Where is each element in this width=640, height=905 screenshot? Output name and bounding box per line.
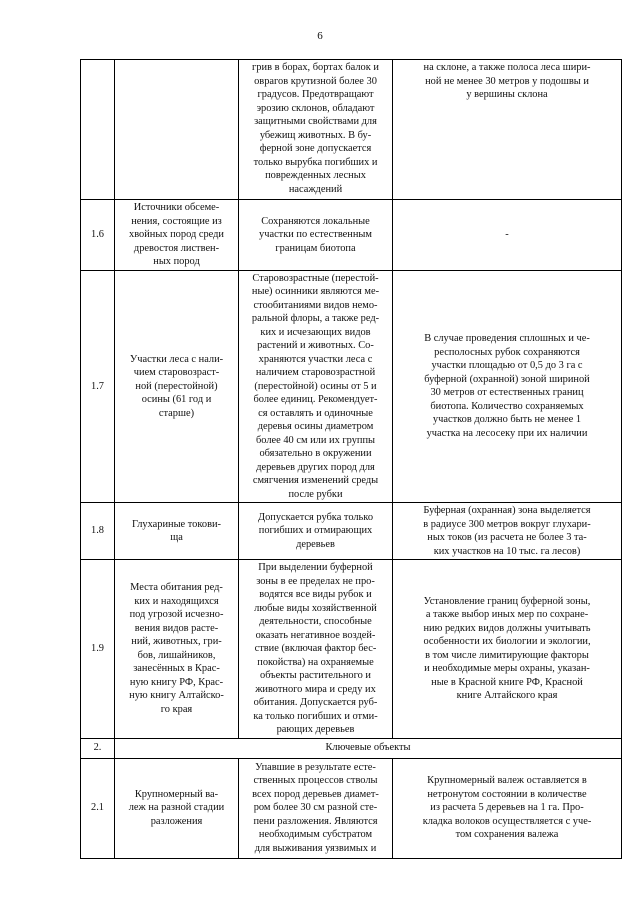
table-row <box>81 503 622 560</box>
table-row <box>81 60 622 200</box>
object-name: Крупномерный ва- леж на разной стадии разложения <box>115 758 239 858</box>
object-description: Старовозрастные (перестой- ные) осинники являются ме- стообитаниями видов немо- ральной флоры, а также ред- ких и исчезающих видов растений и животных. Со- храняются участки леса с наличием старовозрастной (перестойной) осины от 5 и более единиц. Рекомендует- ся оставлять и одиночные деревья осины диаметром более 40 см или их группы обязательно в окружении деревьев других пород для смягчения изменений среды после рубки <box>239 270 393 503</box>
row-number <box>81 60 115 200</box>
section-header-row <box>81 738 622 758</box>
protection-measures: на склоне, а также полоса леса шири- ной не менее 30 метров у подошвы и у вершины склона <box>393 60 622 200</box>
protection-measures: - <box>393 200 622 271</box>
object-description: Допускается рубка только погибших и отмирающих деревьев <box>239 503 393 560</box>
object-description: При выделении буферной зоны в ее пределах не про- водятся все виды рубок и любые виды хозяйственной деятельности, способные оказать негативное воздей- ствие (включая фактор бес- покойства) на охраняемые объекты растительного и животного мира и среду их обитания. Допускается руб- ка только погибших и отми- рающих деревьев <box>239 560 393 739</box>
object-name <box>115 60 239 200</box>
protection-measures: Буферная (охранная) зона выделяется в радиусе 300 метров вокруг глухари- ных токов (из расчета не более 3 та- ких участков на 10 тыс. га лесов) <box>393 503 622 560</box>
row-number: 1.8 <box>81 503 115 560</box>
protection-measures: В случае проведения сплошных и че- респолосных рубок сохраняются участки площадью от 0,5 до 3 га с буферной (охранной) зоной шириной 30 метров от естественных границ биотопа. Количество сохраняемых участков должно быть не менее 1 участка на лесосеку при их наличии <box>393 270 622 503</box>
object-name: Участки леса с нали- чием старовозраст- ной (перестойной) осины (61 год и старше) <box>115 270 239 503</box>
table-row <box>81 200 622 271</box>
protection-measures-table <box>80 59 622 859</box>
object-name: Источники обсеме- нения, состоящие из хвойных пород среди древостоя листвен- ных пород <box>115 200 239 271</box>
object-description: грив в борах, бортах балок и оврагов крутизной более 30 градусов. Предотвращают эрозию склонов, обладают защитными свойствами для убежищ животных. В бу- ферной зоне допускается только вырубка погибших и поврежденных лесных насаждений <box>239 60 393 200</box>
object-name: Глухариные токови- ща <box>115 503 239 560</box>
protection-measures: Крупномерный валеж оставляется в нетронутом состоянии в количестве из расчета 5 деревьев на 1 га. Про- кладка волоков осуществляется с уче- том сохранения валежа <box>393 758 622 858</box>
object-description: Сохраняются локальные участки по естественным границам биотопа <box>239 200 393 271</box>
section-number: 2. <box>81 738 115 758</box>
object-description: Упавшие в результате есте- ственных процессов стволы всех пород деревьев диамет- ром более 30 см разной сте- пени разложения. Являются необходимым субстратом для выживания уязвимых и <box>239 758 393 858</box>
table-row <box>81 560 622 739</box>
table-row <box>81 758 622 858</box>
row-number: 1.7 <box>81 270 115 503</box>
object-name: Места обитания ред- ких и находящихся под угрозой исчезно- вения видов расте- ний, животных, гри- бов, лишайников, занесённых в Крас- ную книгу РФ, Крас- ную книгу Алтайско- го края <box>115 560 239 739</box>
protection-measures: Установление границ буферной зоны, а также выбор иных мер по сохране- нию редких видов должны учитывать особенности их биологии и экологии, в том числе лимитирующие факторы и необходимые меры охраны, указан- ные в Красной книге РФ, Красной книге Алтайского края <box>393 560 622 739</box>
table-row <box>81 270 622 503</box>
row-number: 1.6 <box>81 200 115 271</box>
row-number: 2.1 <box>81 758 115 858</box>
page-number: 6 <box>317 30 323 42</box>
row-number: 1.9 <box>81 560 115 739</box>
section-title: Ключевые объекты <box>115 738 622 758</box>
